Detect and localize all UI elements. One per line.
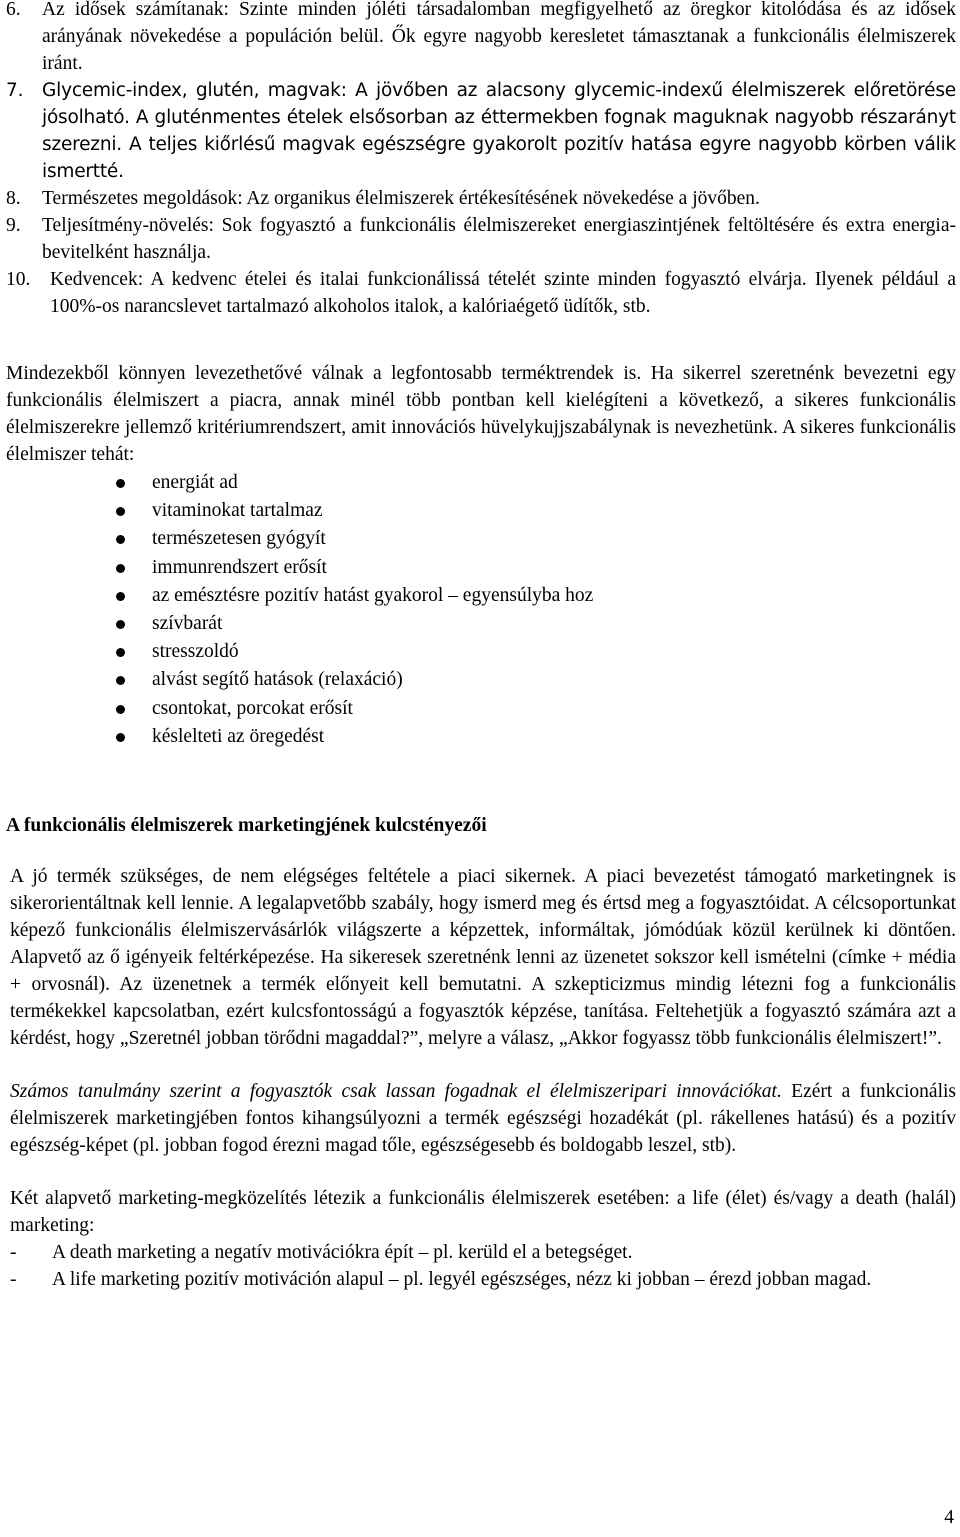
bullet-icon <box>116 592 125 601</box>
list-item: csontokat, porcokat erősít <box>6 695 956 723</box>
item-number: 9. <box>6 215 21 236</box>
document-page <box>6 0 956 1293</box>
page-number: 4 <box>944 1507 954 1528</box>
item-text: Az idősek számítanak: Szinte minden jóléti társadalomban megfigyelhető az öregkor kitolódása és az idősek arányának növekedése a populáción belül. Ők egyre nagyobb keresletet támasztanak a funkcionális élelmiszerek iránt. <box>42 0 956 74</box>
list-item <box>6 185 956 212</box>
item-text: Glycemic-index, glutén, magvak: A jövőben az alacsony glycemic-indexű élelmiszerek előretörése jósolható. A gluténmentes ételek elsősorban az éttermekben fognak maguknak nagyobb részarányt szerezni. A teljes kiőrlésű magvak egészségre gyakorolt pozitív hatása egyre nagyobb körben válik ismertté. <box>42 80 956 182</box>
paragraph-consumer-marketing: A jó termék szükséges, de nem elégséges feltétele a piaci sikernek. A piaci bevezetést támogató marketingnek is sikerorientáltnak kell lennie. A legalapvetőbb szabály, hogy ismerd meg és értsd meg a fogyasztóidat. A célcsoportunkat képező funkcionális élelmiszervásárlók világszerte a képzettek, informáltak, jómódúak közül kerülnek ki döntően. Alapvető az ő igényeik feltérképezése. Ha sikeresek szeretnénk lenni az üzenetet sokszor kell ismételni (címke + média + orvosnál). Az üzenetnek a termék előnyeit kell bemutatni. A szkepticizmus mindig létezni fog a funkcionális termékekkel kapcsolatban, ezért kulcsfontosságú a fogyasztók képzése, tanítása. Feltehetjük a fogyasztó számára azt a kérdést, hogy „Szeretnél jobban törődni magaddal?”, melyre a válasz, „Akkor fogyassz több funkcionális élelmiszert!”. <box>10 865 956 1049</box>
paragraph-innovation <box>6 1078 956 1159</box>
item-text: A death marketing a negatív motivációkra épít – pl. kerüld el a betegséget. <box>52 1241 633 1263</box>
bullet-icon <box>116 564 125 573</box>
list-item <box>10 1266 956 1293</box>
dash-list <box>6 1239 956 1293</box>
list-item: alvást segítő hatások (relaxáció) <box>6 666 956 694</box>
item-number: 6. <box>6 0 21 20</box>
paragraph-text: Ezért a funkcionális élelmiszerek marketingjében fontos kihangsúlyozni a termék egészségi hozadékát (pl. rákellenes hatású) és a pozitív egészség-képet (pl. jobban fogod érezni magad tőle, egészségesebb és boldogabb leszel, stb). <box>10 1080 956 1156</box>
list-item <box>6 266 956 320</box>
bullet-icon <box>116 676 125 685</box>
list-item <box>6 212 956 266</box>
item-text: Kedvencek: A kedvenc ételei és italai funkcionálissá tételét szinte minden fogyasztó elvárja. Ilyenek például a 100%-os narancslevet tartalmazó alkoholos italok, a kalóriaégető üdítők, stb. <box>50 269 956 317</box>
list-item: energiát ad <box>6 469 956 497</box>
list-item: az emésztésre pozitív hatást gyakorol – egyensúlyba hoz <box>6 582 956 610</box>
list-item: késlelteti az öregedést <box>6 723 956 751</box>
bullet-icon <box>116 733 125 742</box>
list-item <box>6 77 956 185</box>
intro-paragraph: Mindezekből könnyen levezethetővé válnak a legfontosabb terméktrendek is. Ha sikerrel szeretnénk bevezetni egy funkcionális élelmiszert a piacra, annak minél több pontban kell kielégíteni a következő, a sikeres funkcionális élelmiszerekre jellemző kritériumrendszert, amit innovációs hüvelykujjszabálynak is nevezhetünk. A sikeres funkcionális élelmiszer tehát: <box>6 363 956 465</box>
bullet-icon <box>116 479 125 488</box>
list-item: szívbarát <box>6 610 956 638</box>
section-heading: A funkcionális élelmiszerek marketingjének kulcstényezői <box>6 814 487 836</box>
item-number: 10. <box>6 269 31 290</box>
list-item <box>10 1239 956 1266</box>
criteria-list <box>6 469 956 751</box>
bullet-icon <box>116 705 125 714</box>
numbered-list <box>6 0 956 320</box>
item-text: A life marketing pozitív motiváción alapul – pl. legyél egészséges, nézz ki jobban – érezd jobban magad. <box>52 1268 872 1290</box>
item-text: Természetes megoldások: Az organikus élelmiszerek értékesítésének növekedése a jövőben. <box>42 188 760 209</box>
paragraph-approaches: Két alapvető marketing-megközelítés létezik a funkcionális élelmiszerek esetében: a life (élet) és/vagy a death (halál) marketing: <box>10 1187 956 1236</box>
list-item: természetesen gyógyít <box>6 525 956 553</box>
bullet-icon <box>116 535 125 544</box>
bullet-icon <box>116 507 125 516</box>
item-number: 8. <box>6 188 21 209</box>
list-item: stresszoldó <box>6 638 956 666</box>
bullet-icon <box>116 620 125 629</box>
dash-marker: - <box>10 1268 17 1290</box>
bullet-icon <box>116 648 125 657</box>
item-text: Teljesítmény-növelés: Sok fogyasztó a funkcionális élelmiszereket energiaszintjének feltöltésére és extra energia-bevitelként használja. <box>42 215 956 263</box>
list-item: vitaminokat tartalmaz <box>6 497 956 525</box>
item-number: 7. <box>6 80 24 101</box>
list-item: immunrendszert erősít <box>6 554 956 582</box>
dash-marker: - <box>10 1241 17 1263</box>
list-item <box>6 0 956 77</box>
italic-sentence: Számos tanulmány szerint a fogyasztók csak lassan fogadnak el élelmiszeripari innovációkat. <box>10 1080 782 1102</box>
